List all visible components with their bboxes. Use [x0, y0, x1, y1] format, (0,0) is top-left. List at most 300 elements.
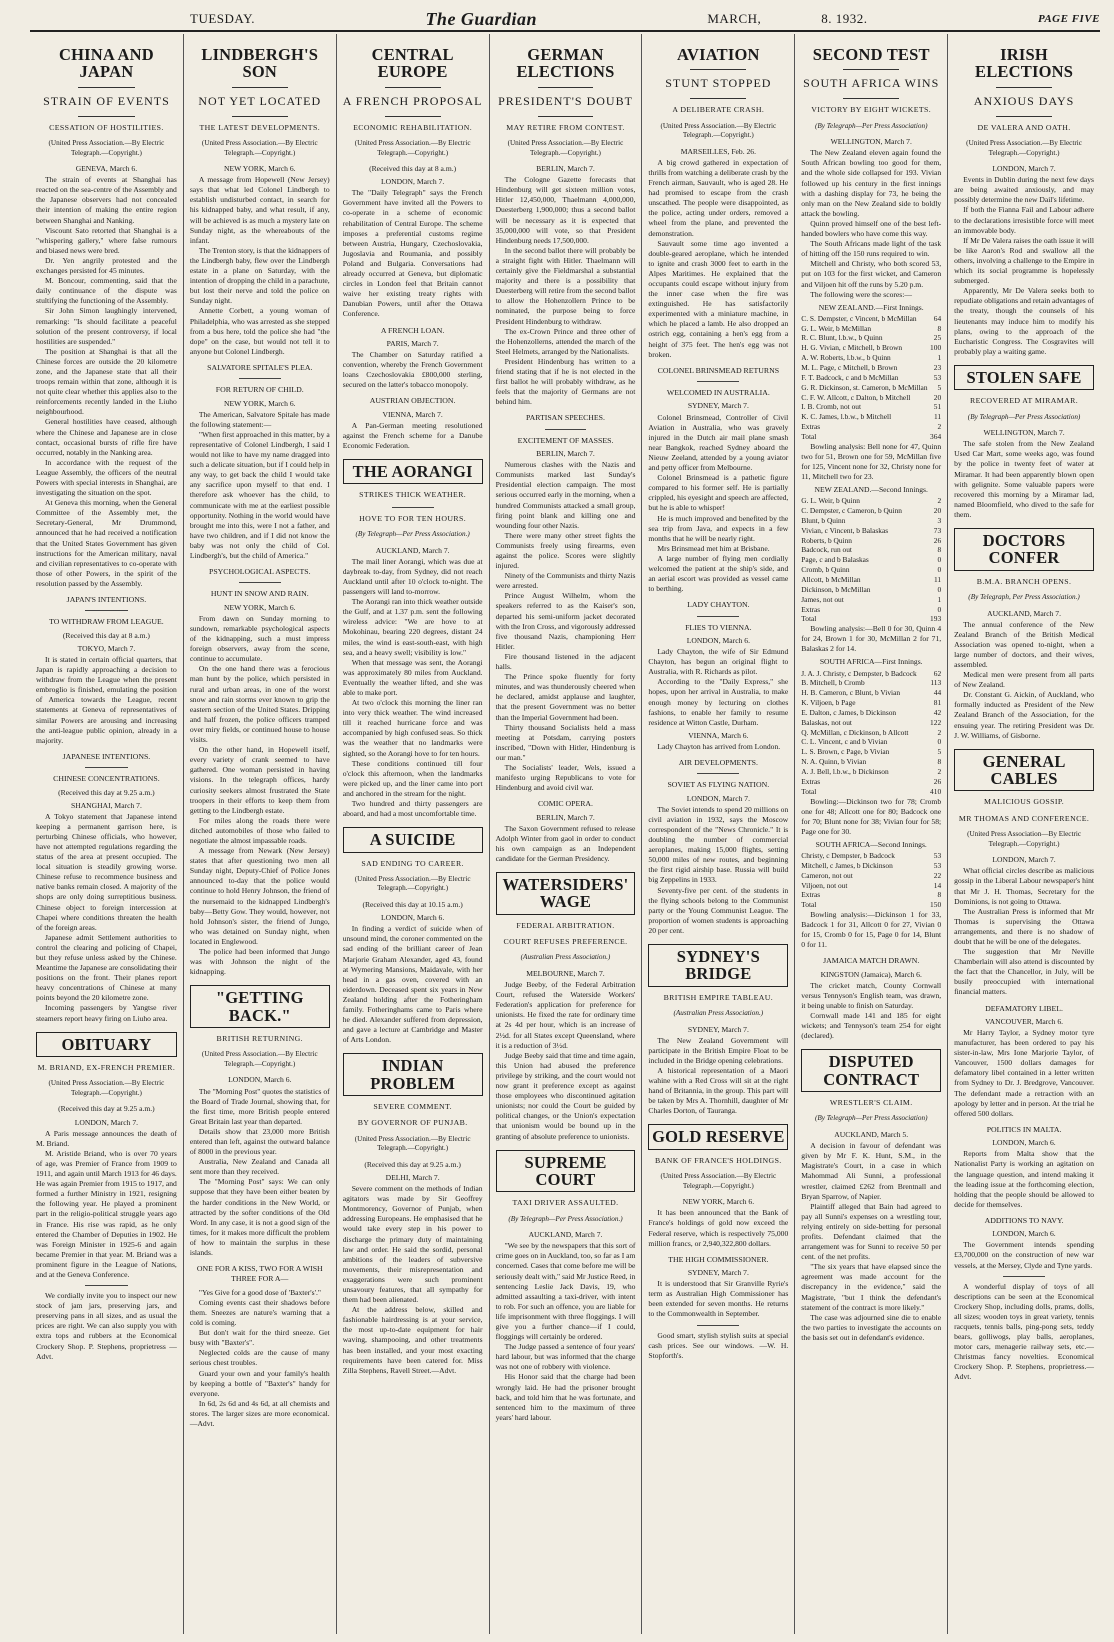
article-headline: SECOND TEST: [812, 45, 930, 64]
article-paragraph: Lady Chayton has arrived from London.: [657, 741, 781, 751]
article-dateline: SYDNEY, March 7.: [687, 1268, 749, 1278]
bowling-analysis: Bowling analysis:—Dickinson 1 for 33, Badcock 1 for 31, Allcott 0 for 27, Vivian 0 for 15, Cromb 0 for 15, Page 0 for 14, Blunt 0 for 11.: [801, 910, 942, 950]
article-dateline: LONDON, March 7.: [686, 793, 750, 803]
article-paragraph: The Cologne Gazette forecasts that Hindenburg will get sixteen million votes, Hitler 12,450,000, Thaelmann 4,000,000, Duesterberg 1,900,000; thus a second ballot will be necessary as it is expected that 35,000,000 will vote, so that President Hindenburg needs 17,500,000.: [495, 175, 636, 245]
batsman-runs: 23: [933, 363, 942, 373]
article-paragraph: For miles along the roads there were ditched automobiles of those who failed to negotiate the almost impassable roads.: [189, 815, 330, 845]
article-paragraph: When that message was sent, the Aorangi was approximately 80 miles from Auckland. Eventually the weather lifted, and she was able to make port.: [342, 657, 483, 697]
batsman-runs: 53: [933, 860, 942, 870]
article-paragraph: M. Boncour, commenting, said that the daily continuance of the dispute was stultifying the functioning of the Assembly.: [36, 276, 177, 306]
article-paragraph: Japanese admit Settlement authorities to control the clearing and policing of Chapei, but they refuse unless asked by the Chinese. Meantime the Japanese are consolidating their positions on the front. Their planes report heavy concentrations of Chinese at many points beyond the 20 kilometre zone.: [36, 932, 177, 1003]
column-2: [183, 34, 336, 1634]
bowling-analysis: Bowling analysis:—Bell 0 for 30, Quinn 4 for 24, Brown 1 for 30, McMillan 2 for 71, Balaskas 2 for 14.: [801, 624, 942, 654]
scorecard: [801, 669, 941, 787]
article-paragraph: Mr Harry Taylor, a Sydney motor tyre manufacturer, has been ordered to pay his sister-in-law, Mrs Ione Marjorie Taylor, of Vancouver, 1500 dollars damages for defamatory libel contained in a letter written from Sydney to Dr. J. Bredgrove, Vancouver. The defendant made a retraction with an apology by letter and in person. At the trial he offered 500 dollars.: [954, 1028, 1094, 1118]
batsman-runs: 26: [933, 535, 942, 545]
divider: [239, 378, 281, 379]
article-headline: GERMAN ELECTIONS: [516, 45, 615, 82]
article-paragraph: "We see by the newspapers that this sort of crime goes on in Auckland, too, so far as I am concerned. Cases that come before me will be seriously dealt with," said Mr Justice Reed, in sentencing Leslie Jack Davis, 19, who admitted assaulting a taxi-driver, with intent to rob. For such an offence, you are liable for life imprisonment with three floggings. I will give you a further chance—if I could, floggings will certainly be ordered.: [495, 1241, 636, 1342]
section-subhead: DEFAMATORY LIBEL.: [985, 1003, 1063, 1013]
batsman-name: Extras: [801, 890, 821, 900]
section-subhead: COLONEL BRINSMEAD RETURNS: [657, 365, 780, 375]
score-row: [801, 767, 941, 777]
article-headline: WATERSIDERS' WAGE: [496, 872, 636, 915]
article-credit: [958, 413, 1090, 423]
score-row: [801, 314, 941, 324]
article-paragraph: The Soviet intends to spend 20 millions on civil aviation in 1932, says the Moscow correspondent of the "News Chronicle." It is doubling the number of commercial aeroplanes, making 15,000 flights, setting 50,000 miles of new routes, and beginning the first rigid airship base. Russia will build big Zeppelins in 1933.: [648, 804, 789, 885]
section-subhead: AIR DEVELOPMENTS.: [678, 758, 758, 767]
section-subhead: PARTISAN SPEECHES.: [526, 413, 605, 423]
credit-text: (Australian Press Association.): [673, 1009, 764, 1018]
article-paragraph: Seventy-five per cent. of the students in the flying schools belong to the Communist party or the Young Communist League. The proportion of women students is approaching 20 per cent.: [648, 885, 789, 935]
article-deck: MAY RETIRE FROM CONTEST.: [506, 122, 625, 132]
article-paragraph: Colonel Brinsmead, Controller of Civil Aviation in Australia, who was gravely injured in the Dutch air mail plane smash near Bangkok, reached Sydney aboard the Nieuw Zeeland, attended by a young aviator and petty officer from Melbourne.: [648, 412, 789, 473]
article-paragraph: The ex-Crown Prince and three other of the Hohenzollerns, attended the march of the Steel Helmets, arranged by the Nationalists.: [495, 326, 636, 356]
article-paragraph: A Tokyo statement that Japanese intend keeping a permanent garrison here, is perturbing Chinese officials, who however, have not attempted regulations regarding the status of the area at present occupied. The local situation is steadily growing worse. Chinese refuse to recommence business and native banks remain closed. A majority of the shops are only doing surreptitious business. Chinese object to foreign intercession at Chapei where conditions threaten the health of the foreign areas.: [36, 811, 177, 932]
article-deck: A DELIBERATE CRASH.: [672, 105, 765, 115]
article-dateline: SHANGHAI, March 7.: [70, 800, 142, 810]
advertisement-paragraph: But don't wait for the third sneeze. Get busy with "Baxter's".: [189, 1328, 330, 1348]
article-suicide: [343, 827, 483, 1045]
batsman-name: C. L. Vincent, c and b Vivian: [801, 737, 888, 747]
article-deck: VICTORY BY EIGHT WICKETS.: [811, 105, 932, 115]
article-credit: (United Press Association.—By Electric Telegraph.—Copyright.): [660, 121, 777, 140]
article-paragraph: The American, Salvatore Spitale has made the following statement:—: [189, 409, 330, 429]
batsman-name: L. S. Brown, c Page, b Vivian: [801, 747, 890, 757]
section-deck: WELCOMED IN AUSTRALIA.: [666, 388, 770, 398]
score-total-label: Total: [801, 614, 817, 624]
article-subheadline: SOUTH AFRICA WINS: [803, 76, 940, 91]
article-disputed-contract: [801, 1049, 941, 1343]
article-headline: SYDNEY'S BRIDGE: [648, 944, 788, 987]
section-subhead: LADY CHAYTON.: [687, 600, 750, 610]
article-paragraph: On the other hand, in Hopewell itself, every variety of crank seemed to have gathered. One woman persisted in having visions. In the telegraph offices, hardy curiosity seekers almost frustrated the State troopers in their efforts to keep them from getting to the Lindbergh estate.: [189, 745, 330, 815]
batsman-runs: 25: [933, 333, 942, 343]
section-deck: SOVIET AS FLYING NATION.: [667, 780, 770, 790]
article-paragraph: Colonel Brinsmead is a pathetic figure compared to his former self. He is partially crippled, his eyesight and speech are affected, but he is able to whisper!: [648, 473, 789, 513]
article-headline: AVIATION: [677, 45, 760, 64]
article-paragraph: Judge Beeby, of the Federal Arbitration Court, refused the Waterside Workers' Federation's application for preference for unionists. He fixed the rate for ordinary time at 2s 4d per hour, which is an increase of 2½d. for all States except Queensland, where it is a reduction of 3½d.: [495, 980, 636, 1050]
article-paragraph: Medical men were present from all parts of New Zealand.: [954, 670, 1094, 690]
section-subhead: ADDITIONS TO NAVY.: [984, 1215, 1064, 1225]
article-paragraph: It has been announced that the Bank of France's holdings of gold now exceed the Federal reserve, which is respectively 75,000 million francs, or 2,940,322,800 dollars.: [648, 1208, 789, 1248]
article-paragraph: In the second ballot there will probably be a straight fight with Hitler. Thaelmann will certainly give the Fieldmarshal a substantial majority and there is a possibility that Duesterberg will retire from the second ballot to allow the Hohenzollern Prince to be nominated, the purpose being to force President Hindenburg to withdraw.: [495, 245, 636, 326]
article-deck: M. BRIAND, EX-FRENCH PREMIER.: [37, 1062, 176, 1072]
article-subheadline: STRIKES THICK WEATHER.: [359, 490, 467, 500]
article-paragraph: The position at Shanghai is that all the Chinese forces are outside the 20 kilometre zone, and the Japanese state that all their troops remain within that zone, although it is not quite clear whether this applies also to the reinforcements recently landed in the Liuho neighbourhood.: [36, 346, 177, 417]
section-subhead: JAMAICA MATCH DRAWN.: [823, 956, 920, 966]
bowling-analysis: Bowling analysis: Bell none for 47, Quinn two for 51, Brown one for 59, McMillan five for 125, Vincent none for 32, Christy none for 11, Mitchell two for 23.: [801, 441, 942, 482]
article-paragraph: At Geneva this morning, when the General Committee of the Assembly met, the Secretary-General, Mr Drummond, announced that he had received a notification that the United States Government has given instructions for the American military, naval and civilian representatives to co-operate with those of other Powers, in the spirit of the resolution passed by the Assembly.: [36, 498, 177, 588]
article-paragraph: Fire thousand listened in the adjacent halls.: [495, 651, 636, 672]
batsman-name: B. Mitchell, b Cromb: [801, 678, 865, 688]
article-paragraph: From dawn on Sunday morning to sundown, remarkable psychological aspects of the kidnapping, such a must impress foreign observers, away from the scene, continue to accumulate.: [189, 613, 330, 664]
article-dateline: NEW YORK, March 6.: [224, 602, 296, 612]
section-subhead: A FRENCH LOAN.: [380, 325, 445, 335]
divider: [690, 69, 746, 70]
score-row: [801, 516, 941, 526]
article-paragraph: A Pan-German meeting resolutioned against the French scheme for a Danube Economic Federation.: [342, 420, 483, 450]
score-row: [801, 851, 941, 861]
article-indian-problem: [343, 1053, 483, 1375]
score-row: [801, 536, 941, 546]
article-credit: (United Press Association—By Electric Telegraph.—Copyright.): [967, 830, 1082, 848]
article-china-japan: [36, 46, 177, 1024]
divider: [843, 98, 899, 99]
advertisement-paragraph: A wonderful display of toys of all descriptions can be seen at the Economical Crockery Shop, including dolls, prams, dolls, all sizes; wooden toys in great variety, tennis racquets, tennis balls, ping-pong sets, teddy bears, golliwogs, play balls, aeroplanes, motor cars, menagerie railway sets, etc.—Christmas fancy novelties. Economical Crockery Shop. P. Stephens, proprietress.—Advt.: [954, 1281, 1094, 1382]
article-paragraph: A big crowd gathered in expectation of thrills from watching a deliberate crash by the French airman, Sauvault, who is aged 28. He had promised to escape from the crash unscathed. The people were disappointed, as the police, acting under orders, removed a wheel from the plane, and prevented the demonstration.: [648, 157, 789, 238]
divider: [538, 87, 594, 88]
article-dateline: VIENNA, March 7.: [382, 409, 443, 419]
batsman-runs: 5: [937, 747, 942, 757]
batsman-name: K. Viljoen, b Page: [801, 698, 856, 708]
batsman-runs: 0: [937, 737, 942, 747]
article-paragraph: It is stated in certain official quarters, that Japan is rapidly approaching a decision to withdraw from the League when the present embroglio is finished, emulating the position of America towards the League, recent statements at Geneva of representatives of similar Powers are arousing and increasing the anti-league public opinion, already in a majority.: [36, 654, 177, 745]
divider: [996, 116, 1052, 117]
article-dateline: NEW YORK, March 6.: [682, 1197, 755, 1207]
credit-text: (Australian Press Association.): [520, 953, 611, 962]
section-subhead: SALVATORE SPITALE'S PLEA.: [207, 362, 313, 372]
batsman-runs: 100: [930, 343, 942, 353]
score-total-value: 364: [930, 431, 942, 441]
score-row: [801, 881, 941, 891]
article-paragraph: A large number of flying men cordially welcomed the patient at the ship's side, and an aerial escort was provided as vessel came to berthing.: [648, 553, 789, 594]
article-dateline: BERLIN, March 7.: [536, 164, 595, 174]
divider: [843, 69, 899, 70]
score-row: [801, 422, 941, 432]
masthead-title: The Guardian: [425, 8, 537, 29]
innings-heading: NEW ZEALAND.—First Innings.: [818, 302, 924, 312]
article-dateline: LONDON, March 7.: [74, 1117, 139, 1127]
score-row: [801, 506, 941, 516]
article-paragraph: In finding a verdict of suicide when of unsound mind, the coroner commented on the sad ending of the brilliant career of Jean Marjorie Graham Alexander, aged 43, found at Wymering Mansions, Maidavale, with her head in a gas oven, covered with an eiderdown. Deceased spent six years in New Zealand holding after the Fotheringham family. Fotheringhams came to Paris where he died. Alexander suffered from depression, and gave a lecture at Cambridge and Master of Arts London.: [342, 924, 483, 1045]
innings-heading: SOUTH AFRICA—Second Innings.: [815, 839, 927, 849]
article-credit: (United Press Association.—By Electric Telegraph.—Copyright.): [354, 874, 471, 893]
article-paragraph: A historical representation of a Maori wahine with a Red Cross will sit at the right hand of Britannia, in the group. This part will be taken by Mrs A. Thornhill, daughter of Mr Charles Dorton, of Tauranga.: [648, 1065, 789, 1116]
advertisement-headline: ONE FOR A KISS, TWO FOR A WISH THREE FOR A—: [196, 1264, 323, 1284]
article-paragraph: The "Morning Post" quotes the statistics of the Board of Trade Journal, showing that, for the first time, more British people entered Great Britain last year than departed.: [189, 1086, 330, 1126]
article-paragraph: The annual conference of the New Zealand Branch of the British Medical Association was opened to-night, when a large number of doctors, and their wives, assembled.: [954, 619, 1094, 669]
score-row: [801, 373, 941, 383]
article-headline: SUPREME COURT: [496, 1150, 636, 1193]
article-dateline: DELHI, March 7.: [385, 1172, 440, 1182]
article-paragraph: The New Zealand Government will participate in the British Empire Float to be included in the Bridge opening celebrations.: [648, 1035, 789, 1065]
batsman-runs: 0: [937, 565, 942, 575]
batsman-name: Dickinson, b McMillan: [801, 584, 871, 594]
batsman-name: M. L. Page, c Mitchell, b Brown: [801, 363, 898, 373]
score-row: [801, 383, 941, 393]
article-dateline: SYDNEY, March 7.: [687, 1024, 749, 1034]
article-paragraph: There were many other street fights the Communists freely using firearms, even against the police. Scores were slightly injured.: [495, 530, 636, 571]
article-paragraph: The police had been informed that Jungo was with Johnson the night of the kidnapping.: [189, 947, 330, 977]
score-row: [801, 555, 941, 565]
masthead-month: MARCH,: [707, 11, 762, 26]
article-deck: THE LATEST DEVELOPMENTS.: [199, 122, 321, 132]
bowling-analysis: Bowling:—Dickinson two for 78; Cromb one for 48; Allcott one for 80; Badcock one for 70; Blunt none for 38; Vivian four for 58; Page one for 30.: [801, 796, 942, 836]
score-row: [801, 871, 941, 881]
score-row: [801, 343, 941, 353]
innings-heading: NEW ZEALAND.—Second Innings.: [814, 485, 928, 495]
batsman-runs: 0: [937, 584, 942, 594]
advertisement-paragraph: At the address below, skilled and fashionable hairdressing is at your service, the most up-to-date equipment for hair waving, shampooing, and other treatments has been installed, and your most exacting requirements have been catered for. Miss Zilla Stephens, Ravell Street.—Advt.: [342, 1305, 483, 1375]
advertisement-paragraph: Guard your own and your family's health by keeping a bottle of "Baxter's" handy for everyone.: [189, 1368, 330, 1398]
article-paragraph: A message from Hopewell (New Jersey) says that what led Colonel Lindbergh to establish undisturbed contact, in search for his kidnapped baby, and what result, if any, will be achieved is as much a mystery late on Sunday night, as the whereabouts of the infant.: [189, 175, 330, 245]
section-deck: EXCITEMENT OF MASSES.: [517, 435, 614, 445]
article-paragraph: Cornwall made 141 and 185 for eight wickets; and Tennyson's team 254 for eight (declared).: [801, 1011, 942, 1041]
credit-text: (By Telegraph—Per Press Association.): [508, 1214, 623, 1223]
article-paragraph: The Prince spoke fluently for forty minutes, and was thunderously cheered when he declared, amidst applause and laughter, that the present Government was no better than the Imperial Government had been.: [495, 672, 636, 722]
score-total-value: 193: [930, 614, 942, 624]
batsman-runs: 0: [937, 604, 942, 614]
article-subheadline: NOT YET LOCATED: [198, 93, 322, 108]
article-dateline: LONDON, March 6.: [992, 1138, 1056, 1148]
batsman-name: Viljoen, not out: [801, 880, 848, 890]
article-credit: [805, 122, 937, 132]
article-headline: A SUICIDE: [343, 827, 483, 852]
article-paragraph: According to the "Daily Express," she hopes, upon her arrival in Australia, to make enough money by lecturing on clothes fashions, to enable her family to resume residence at Witton Castle, Durham.: [648, 677, 789, 727]
batsman-name: G. L. Weir, b Quinn: [801, 496, 860, 506]
batsman-name: A. W. Roberts, l.b.w., b Quinn: [801, 353, 891, 363]
article-paragraph: Incoming passengers by Yangtse river steamers report heavy firing on Liuho area.: [36, 1003, 177, 1023]
article-credit: [500, 953, 632, 963]
article-headline: DISPUTED CONTRACT: [801, 1049, 941, 1092]
divider: [697, 1325, 739, 1326]
batsman-runs: 11: [934, 574, 942, 584]
batsman-name: I. B. Cromb, not out: [801, 402, 862, 412]
page-columns: [30, 34, 1100, 1634]
advertisement-paragraph: Neglected colds are the cause of many serious chest troubles.: [189, 1348, 330, 1368]
article-doctors-confer: [954, 528, 1094, 741]
article-credit: (United Press Association.—By Electric Telegraph.—Copyright.): [354, 1134, 471, 1153]
advertisement-paragraph: Coming events cast their shadows before them. Sneezes are nature's warning that a cold is coming.: [189, 1297, 330, 1328]
article-paragraph: On the one hand there was a ferocious man hunt by the police, which persisted in rural and urban areas, in one of the worst snow and rain storms ever known to grip the eastern section of the United States. Dripping and half frozen, the police officers tramped over miry fields, or continued house to house visits.: [189, 664, 330, 745]
article-dateline: AUCKLAND, March 7.: [987, 608, 1061, 618]
article-paragraph: General hostilities have ceased, although where the Chinese and Japanese are in close contact, occasional bursts of rifle fire have occurred, notably in the Nanking area.: [36, 417, 177, 457]
article-paragraph: The Australian Press is informed that Mr Thomas is supervising the Ottawa arrangements, and there is no shadow of doubt that he will be one of the delegates.: [954, 906, 1094, 946]
article-sydneys-bridge: [648, 944, 788, 1116]
scorecard: [801, 851, 941, 900]
batsman-name: Extras: [801, 422, 821, 432]
credit-text: (By Telegraph—Per Press Association): [967, 412, 1081, 421]
article-credit: [347, 530, 479, 540]
masthead: [30, 8, 1100, 32]
batsman-runs: 2: [937, 727, 942, 737]
batsman-name: K. C. James, l.b.w., b Mitchell: [801, 412, 892, 422]
advertisement-paragraph: "Yes Give for a good dose of 'Baxter's'.": [198, 1287, 321, 1297]
divider: [78, 87, 134, 88]
article-paragraph: If Mr De Valera raises the oath issue it will be like Aaron's Rod and swallow all the others, involving a challenge to the Empire in which its social programme is hopelessly submerged.: [954, 235, 1094, 286]
credit-text: (By Telegraph—Per Press Association): [814, 121, 928, 130]
batsman-runs: 1: [937, 594, 942, 604]
article-credit: (United Press Association.—By Electric Telegraph.—Copyright.): [201, 138, 318, 157]
divider: [85, 1285, 127, 1286]
article-subheadline: FEDERAL ARBITRATION.: [516, 920, 615, 930]
credit-text: (By Telegraph—Per Press Association.): [355, 530, 470, 539]
batsman-name: Balaskas, not out: [801, 717, 852, 727]
article-credit: (United Press Association.—By Electric Telegraph.—Copyright.): [660, 1172, 777, 1190]
divider: [239, 582, 281, 583]
divider: [232, 87, 288, 88]
divider: [697, 616, 739, 617]
article-dateline: BERLIN, March 7.: [536, 449, 595, 459]
divider: [78, 116, 134, 117]
article-paragraph: President Hindenburg has written to a friend stating that if he is not elected in the first ballot he will probably withdraw, as he feels that the majority of Germans are not behind him.: [495, 356, 636, 407]
article-credit: [958, 593, 1090, 603]
article-deck: DE VALERA AND OATH.: [977, 122, 1071, 132]
batsman-name: Cromb, b Quinn: [801, 565, 850, 575]
article-paragraph: The suggestion that Mr Neville Chamberlain will also attend is discounted by the fact that the Chancellor, in July, will be busily preoccupied with international financial matters.: [954, 947, 1094, 997]
article-deck: BRITISH EMPIRE TABLEAU.: [663, 992, 774, 1002]
score-row: [801, 595, 941, 605]
score-total-row: [801, 787, 941, 797]
divider: [545, 429, 587, 430]
score-row: [801, 565, 941, 575]
article-dateline: KINGSTON (Jamaica), March 6.: [820, 969, 922, 979]
batsman-name: Christy, c Dempster, b Badcock: [801, 851, 895, 861]
article-paragraph: The Aorangi ran into thick weather outside the Gulf, and at 1.37 p.m. sent the following wireless advice: "We are hove to at Mokohinau, bearing 220 degrees, distant 24 miles, the wind is east-south-east, with high sea, and a heavy swell; visibility is low.": [342, 597, 483, 657]
batsman-runs: 2: [937, 496, 942, 506]
article-paragraph: A Paris message announces the death of M. Briand.: [36, 1128, 177, 1148]
article-headline: GENERAL CABLES: [954, 749, 1094, 792]
score-row: [801, 718, 941, 728]
score-total-row: [801, 614, 941, 624]
batsman-name: C. S. Dempster, c Vincent, b McMillan: [801, 313, 917, 323]
article-paragraph: The Chamber on Saturday ratified a convention, whereby the French Government loans Czechoslovakia £800,000 sterling, secured on the latter's tobacco monopoly.: [342, 349, 483, 390]
article-paragraph: Australia, New Zealand and Canada all sent more than they received.: [189, 1157, 330, 1177]
batsman-runs: 42: [933, 707, 942, 717]
score-row: [801, 728, 941, 738]
article-headline: STOLEN SAFE: [954, 365, 1094, 390]
article-paragraph: The case was adjourned sine die to enable the two parties to investigate the accounts on the basis set out in defendant's evidence.: [801, 1312, 942, 1342]
divider: [385, 87, 441, 88]
article-dateline: LONDON, March 7.: [992, 164, 1056, 174]
article-deck: B.M.A. BRANCH OPENS.: [976, 576, 1072, 586]
article-paragraph: Sir John Simon laughingly intervened, remarking: "Is should facilitate a peaceful solution of the present controversy, if local hostilities are suspended.": [36, 306, 177, 346]
section-subhead: THE HIGH COMMISSIONER.: [668, 1254, 769, 1264]
score-row: [801, 678, 941, 688]
article-deck: HOVE TO FOR TEN HOURS.: [359, 513, 467, 523]
masthead-date: 8. 1932.: [821, 11, 868, 26]
batsman-runs: 1: [937, 353, 942, 363]
article-paragraph: His Honor said that the charge had been wrongly laid. He had the prisoner brought back, and told him that he was fortunate, and sentenced him to the maximum of three years' hard labour.: [495, 1372, 636, 1422]
article-deck: MALICIOUS GOSSIP.: [984, 797, 1065, 807]
article-dateline: WELLINGTON, March 7.: [983, 428, 1065, 438]
divider: [690, 98, 746, 99]
article-headline: OBITUARY: [36, 1032, 177, 1057]
divider: [85, 610, 127, 611]
advertisement-paragraph: Good smart, stylish stylish suits at special cash prices. See our windows. —W. H. Stopforth's.: [648, 1330, 789, 1360]
article-paragraph: The South Africans made light of the task of hitting off the 150 runs required to win.: [801, 239, 942, 259]
score-row: [801, 688, 941, 698]
article-paragraph: Mitchell and Christy, who both scored 53, put on 103 for the first wicket, and Cameron and Viljoen hit off the runs by 5.20 p.m.: [801, 259, 942, 289]
article-dateline: LONDON, March 6.: [686, 635, 750, 645]
article-dateline: MELBOURNE, March 7.: [526, 969, 605, 978]
article-deck: BRITISH RETURNING.: [216, 1033, 303, 1043]
article-credit: [500, 1215, 632, 1225]
article-paragraph: Quinn proved himself one of the best left-handed bowlers who have come this way.: [801, 218, 942, 239]
article-deck: MR THOMAS AND CONFERENCE.: [958, 813, 1090, 823]
article-paragraph: Lady Chayton, the wife of Sir Edmund Chayton, has begun an original flight to Australia, with R. Richards as pilot.: [648, 647, 789, 677]
section-subhead: COMIC OPERA.: [537, 799, 593, 809]
column-7: [947, 34, 1100, 1634]
article-credit: [805, 1114, 937, 1124]
article-paragraph: Two hundred and thirty passengers are aboard, and had a most uncomfortable time.: [342, 799, 483, 819]
section-subhead: JAPAN'S INTENTIONS.: [66, 595, 147, 605]
batsman-runs: 8: [937, 757, 942, 767]
article-paragraph: Dr. Constant G. Aickin, of Auckland, who formally inducted as President of the New Zealand Branch of the Association, for the ensuing year. The retiring President was Dr. J. W. Williams, of Gisborne.: [954, 690, 1094, 740]
batsman-runs: 5: [937, 382, 942, 392]
score-row: [801, 353, 941, 363]
article-headline: IRISH ELECTIONS: [975, 45, 1074, 82]
article-headline: "GETTING BACK.": [190, 985, 330, 1028]
batsman-runs: 122: [930, 717, 942, 727]
score-total-row: [801, 900, 941, 910]
article-paragraph: Events in Dublin during the next few days are being awaited anxiously, and may possibly determine the new Dail's lifetime.: [954, 175, 1094, 205]
score-row: [801, 393, 941, 403]
batsman-runs: 14: [933, 880, 942, 890]
article-deck: WRESTLER'S CLAIM.: [829, 1098, 913, 1108]
section-deck: FLIES TO VIENNA.: [685, 622, 752, 632]
article-deck: TAXI DRIVER ASSAULTED.: [512, 1198, 619, 1208]
batsman-name: G. R. Dickinson, st. Cameron, b McMillan: [801, 382, 928, 392]
batsman-runs: 73: [933, 525, 942, 535]
batsman-runs: 8: [937, 323, 942, 333]
article-deck: BY GOVERNOR OF PUNJAB.: [357, 1118, 468, 1128]
batsman-name: H. B. Cameron, c Blunt, b Vivian: [801, 688, 901, 698]
article-supreme-court: [496, 1150, 636, 1423]
score-row: [801, 526, 941, 536]
article-headline: DOCTORS CONFER: [954, 528, 1094, 571]
score-row: [801, 708, 941, 718]
section-deck: CHINESE CONCENTRATIONS.: [53, 774, 160, 784]
batsman-name: Extras: [801, 776, 821, 786]
received-line: (Received this day at 9.25 a.m.): [58, 787, 155, 797]
article-paragraph: Viscount Sato retorted that Shanghai is a "whispering gallery," where false rumours and biased news were bred.: [36, 225, 177, 255]
article-paragraph: Judge Beeby said that time and time again, this Union had abused the preference privilege by striking, and the court would not now grant it preference except as against those employees who discontinued agitation unionists; nor could the Court be guided by political changes, or the Union's expectation that unionism would be bound up in the granting of absolute preference to unionists.: [495, 1050, 636, 1141]
column-3: [336, 34, 489, 1634]
article-dateline: AUCKLAND, March 7.: [528, 1230, 603, 1240]
batsman-runs: 44: [933, 688, 942, 698]
article-deck: RECOVERED AT MIRAMAR.: [970, 396, 1079, 406]
article-subheadline: SEVERE COMMENT.: [373, 1101, 452, 1111]
article-dateline: LONDON, March 6.: [992, 1229, 1056, 1239]
article-subheadline: STRAIN OF EVENTS: [43, 93, 170, 108]
article-dateline: NEW YORK, March 6.: [224, 164, 296, 174]
batsman-runs: 8: [937, 545, 942, 555]
article-general-cables: [954, 749, 1094, 1383]
article-dateline: VANCOUVER, March 6.: [985, 1016, 1064, 1026]
received-line: (Received this day at 9.25 a.m.): [364, 1159, 461, 1169]
batsman-name: G. L. Weir, b McMillan: [801, 323, 872, 333]
article-paragraph: The Trenton story, is that the kidnappers of the Lindbergh baby, flew over the Lindbergh estate in a plane on Saturday, with the intention of dropping the child in a parachute, but lost their nerve and told the police on Sunday night.: [189, 245, 330, 306]
article-dateline: TOKYO, March 7.: [77, 643, 136, 653]
batsman-name: Extras: [801, 604, 821, 614]
article-subheadline: STUNT STOPPED: [665, 76, 772, 91]
batsman-name: Vivian, c Vincent, b Balaskas: [801, 525, 889, 535]
article-paragraph: "When first approached in this matter, by a representative of Colonel Lindbergh, I said I would not like to have my name dragged into such a delicate situation, but if I could help in any way, to get back the child I would take any sacrifice upon myself to that end. I therefore ask whoever has the child, to communicate with me at the earliest possible opportunity. Nothing in the world would have brought me into this, were I not a father, and have two children, and if I did not know the baby was not only the child of Col. Lindbergh's, but the child of America.": [189, 429, 330, 560]
article-paragraph: The cricket match, County Cornwall versus Tennyson's English team, was drawn, it being unable to finish on Saturday.: [801, 980, 942, 1011]
column-6: [794, 34, 947, 1634]
article-deck: SAD ENDING TO CAREER.: [361, 858, 464, 868]
article-paragraph: "The six years that have elapsed since the agreement was made account for the discrepancy in the evidence," said the Magistrate, "but I think the defendant's statement of the contract is more likely.": [801, 1262, 942, 1312]
article-dateline: VIENNA, March 6.: [688, 730, 749, 740]
article-headline: CHINA AND JAPAN: [58, 45, 154, 82]
section-subhead: JAPANESE INTENTIONS.: [62, 751, 151, 761]
article-dateline: WELLINGTON, March 7.: [830, 137, 912, 147]
score-row: [801, 669, 941, 679]
article-headline: THE AORANGI: [343, 459, 483, 484]
article-paragraph: Apparently, Mr De Valera seeks both to repudiate obligations and retain advantages of the treaty, though the counsels of his lieutenants may induce him to modify his plans, owing to the approach of the Eucharistic Congress. The Cosgravites will probably play a waiting game.: [954, 286, 1094, 356]
